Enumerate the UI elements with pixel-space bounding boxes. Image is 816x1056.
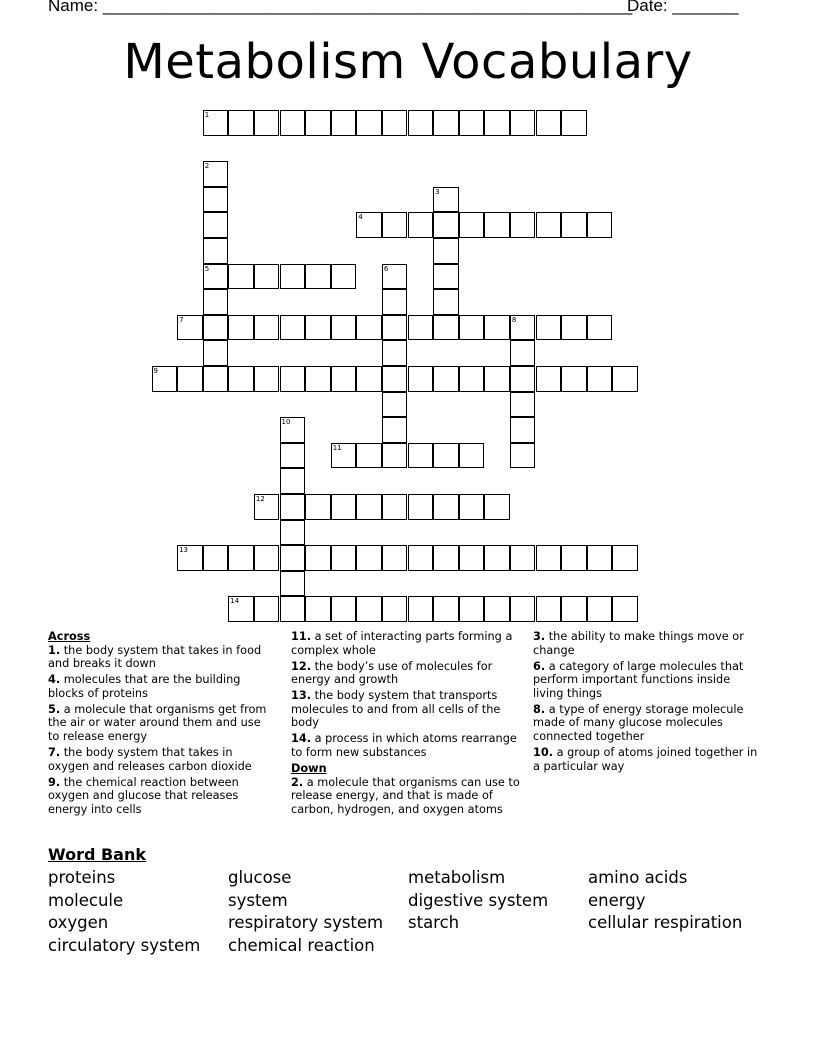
grid-cell[interactable]	[280, 264, 306, 290]
grid-cell[interactable]	[356, 494, 382, 520]
grid-cell[interactable]	[459, 443, 485, 469]
clue-across: 13. the body system that transports molecules to and from all cells of the body	[291, 689, 501, 730]
grid-cell[interactable]	[561, 110, 587, 136]
grid-cell[interactable]	[280, 494, 306, 520]
word-bank-item: system	[228, 890, 288, 910]
grid-cell[interactable]	[331, 264, 357, 290]
grid-cell[interactable]	[203, 315, 229, 341]
grid-cell[interactable]	[305, 366, 331, 392]
word-bank-title: Word Bank	[48, 845, 147, 864]
grid-cell[interactable]	[331, 545, 357, 571]
grid-cell[interactable]	[331, 596, 357, 622]
grid-cell[interactable]	[280, 366, 306, 392]
grid-cell[interactable]	[382, 264, 408, 290]
grid-cell[interactable]	[305, 264, 331, 290]
grid-cell[interactable]	[305, 494, 331, 520]
grid-cell[interactable]	[408, 596, 434, 622]
grid-cell[interactable]	[228, 315, 254, 341]
clue-across: 4. molecules that are the building blocks of proteins	[48, 673, 241, 700]
grid-cell[interactable]	[203, 366, 229, 392]
grid-cell[interactable]	[587, 315, 613, 341]
clue-number: 5	[204, 264, 210, 273]
clue-number: 3	[435, 187, 440, 196]
grid-cell[interactable]	[280, 443, 306, 469]
grid-cell[interactable]	[587, 545, 613, 571]
grid-cell[interactable]	[459, 315, 485, 341]
word-bank-item: glucose	[228, 868, 292, 887]
clue-across: 11. a set of interacting parts forming a complex whole	[291, 630, 513, 657]
grid-cell[interactable]	[331, 443, 357, 469]
grid-cell[interactable]	[228, 366, 254, 392]
grid-cell[interactable]	[356, 545, 382, 571]
grid-cell[interactable]	[561, 366, 587, 392]
grid-cell[interactable]	[382, 289, 408, 315]
grid-cell[interactable]	[228, 264, 254, 290]
grid-cell[interactable]	[228, 545, 254, 571]
grid-cell[interactable]	[356, 212, 382, 238]
grid-cell[interactable]	[356, 366, 382, 392]
grid-cell[interactable]	[459, 212, 485, 238]
grid-cell[interactable]	[433, 315, 459, 341]
grid-cell[interactable]	[382, 366, 408, 392]
clue-number: 13	[179, 546, 189, 555]
word-bank-item: proteins	[48, 868, 116, 887]
word-bank-item: starch	[408, 913, 460, 932]
grid-cell[interactable]	[484, 596, 510, 622]
grid-cell[interactable]	[561, 596, 587, 622]
grid-cell[interactable]	[382, 340, 408, 366]
grid-cell[interactable]	[280, 571, 306, 597]
grid-cell[interactable]	[280, 315, 306, 341]
grid-cell[interactable]	[356, 596, 382, 622]
grid-cell[interactable]	[280, 520, 306, 546]
grid-cell[interactable]	[177, 545, 203, 571]
grid-cell[interactable]	[254, 596, 280, 622]
grid-cell[interactable]	[228, 110, 254, 136]
grid-cell[interactable]	[433, 289, 459, 315]
grid-cell[interactable]	[203, 238, 229, 264]
clue-number: 6	[383, 264, 389, 273]
grid-cell[interactable]	[510, 392, 536, 418]
grid-cell[interactable]	[280, 468, 306, 494]
grid-cell[interactable]	[203, 289, 229, 315]
word-bank-item: metabolism	[408, 868, 506, 887]
grid-cell[interactable]	[433, 110, 459, 136]
grid-cell[interactable]	[612, 596, 638, 622]
grid-cell[interactable]	[408, 545, 434, 571]
clue-number: 8	[511, 315, 517, 324]
grid-cell[interactable]	[331, 494, 357, 520]
grid-cell[interactable]	[331, 315, 357, 341]
grid-cell[interactable]	[510, 417, 536, 443]
grid-cell[interactable]	[510, 443, 536, 469]
clue-number: 10	[281, 418, 291, 427]
grid-cell[interactable]	[356, 443, 382, 469]
grid-cell[interactable]	[536, 212, 562, 238]
grid-cell[interactable]	[459, 545, 485, 571]
grid-cell[interactable]	[280, 110, 306, 136]
grid-cell[interactable]	[254, 494, 280, 520]
clue-down: 6. a category of large molecules that perform important functions inside living things	[533, 659, 744, 700]
grid-cell[interactable]	[280, 417, 306, 443]
grid-cell[interactable]	[536, 596, 562, 622]
clue-number: 4	[358, 213, 363, 222]
grid-cell[interactable]	[561, 315, 587, 341]
name-field[interactable]: Name: ________________________________________________________	[48, 0, 633, 15]
grid-cell[interactable]	[484, 315, 510, 341]
grid-cell[interactable]	[459, 110, 485, 136]
grid-cell[interactable]	[408, 212, 434, 238]
grid-cell[interactable]	[433, 238, 459, 264]
grid-cell[interactable]	[382, 110, 408, 136]
grid-cell[interactable]	[433, 494, 459, 520]
grid-cell[interactable]	[305, 596, 331, 622]
grid-cell[interactable]	[305, 315, 331, 341]
grid-cell[interactable]	[152, 366, 178, 392]
grid-cell[interactable]	[331, 366, 357, 392]
clues-column-1	[48, 630, 268, 819]
grid-cell[interactable]	[484, 110, 510, 136]
grid-cell[interactable]	[305, 545, 331, 571]
grid-cell[interactable]	[587, 366, 613, 392]
grid-cell[interactable]	[433, 212, 459, 238]
page-title: Metabolism Vocabulary	[123, 34, 693, 90]
grid-cell[interactable]	[433, 264, 459, 290]
grid-cell[interactable]	[203, 161, 229, 187]
grid-cell[interactable]	[177, 315, 203, 341]
word-bank-item: circulatory system	[48, 935, 201, 955]
word-bank-item: amino acids	[588, 868, 688, 887]
grid-cell[interactable]	[536, 366, 562, 392]
grid-cell[interactable]	[587, 596, 613, 622]
clue-number: 14	[230, 597, 240, 606]
clue-down: 10. a group of atoms joined together in a particular way	[533, 745, 758, 773]
word-bank-item: digestive system	[408, 890, 549, 910]
grid-cell[interactable]	[433, 545, 459, 571]
grid-cell[interactable]	[408, 443, 434, 469]
grid-cell[interactable]	[510, 366, 536, 392]
clue-across: 14. a process in which atoms rearrange to form new substances	[291, 732, 517, 759]
clue-across: 9. the chemical reaction between oxygen and glucose that releases energy into cells	[48, 775, 239, 816]
grid-cell[interactable]	[331, 110, 357, 136]
grid-cell[interactable]	[433, 187, 459, 213]
grid-cell[interactable]	[536, 545, 562, 571]
clue-number: 12	[255, 495, 265, 503]
clue-across: 5. a molecule that organisms get from the air or water around them and use to release energy	[48, 702, 267, 743]
grid-cell[interactable]	[280, 596, 306, 622]
clue-number: 2	[204, 162, 210, 171]
grid-cell[interactable]	[408, 494, 434, 520]
word-bank-item: molecule	[48, 890, 124, 910]
grid-cell[interactable]	[382, 315, 408, 341]
date-field[interactable]: Date: _______	[627, 0, 739, 15]
clue-across: 1. the body system that takes in food and breaks it down	[48, 643, 262, 671]
grid-cell[interactable]	[459, 494, 485, 520]
word-bank-item: oxygen	[48, 913, 109, 932]
word-bank-item: chemical reaction	[228, 935, 375, 955]
grid-cell[interactable]	[382, 494, 408, 520]
grid-cell[interactable]	[382, 545, 408, 571]
grid-cell[interactable]	[484, 494, 510, 520]
grid-cell[interactable]	[408, 110, 434, 136]
word-bank-item: energy	[588, 890, 646, 910]
grid-cell[interactable]	[484, 366, 510, 392]
grid-cell[interactable]	[228, 596, 254, 622]
grid-cell[interactable]	[254, 545, 280, 571]
grid-cell[interactable]	[612, 366, 638, 392]
grid-cell[interactable]	[356, 315, 382, 341]
clue-down: 3. the ability to make things move or change	[533, 630, 744, 657]
grid-cell[interactable]	[408, 315, 434, 341]
clue-across: 7. the body system that takes in oxygen and releases carbon dioxide	[48, 745, 252, 773]
grid-cell[interactable]	[561, 545, 587, 571]
grid-cell[interactable]	[612, 545, 638, 571]
grid-cell[interactable]	[382, 596, 408, 622]
grid-cell[interactable]	[203, 212, 229, 238]
grid-cell[interactable]	[203, 187, 229, 213]
grid-cell[interactable]	[305, 110, 331, 136]
grid-cell[interactable]	[254, 366, 280, 392]
clues-column-2	[291, 630, 523, 819]
grid-cell[interactable]	[254, 315, 280, 341]
grid-cell[interactable]	[356, 110, 382, 136]
grid-cell[interactable]	[382, 443, 408, 469]
grid-cell[interactable]	[433, 443, 459, 469]
grid-cell[interactable]	[203, 264, 229, 290]
grid-cell[interactable]	[280, 545, 306, 571]
grid-cell[interactable]	[510, 596, 536, 622]
grid-cell[interactable]	[382, 392, 408, 418]
across-heading: Across	[48, 630, 91, 643]
grid-cell[interactable]	[587, 212, 613, 238]
clue-number: 7	[179, 315, 184, 324]
grid-cell[interactable]	[536, 110, 562, 136]
grid-cell[interactable]	[510, 212, 536, 238]
grid-cell[interactable]	[203, 545, 229, 571]
grid-cell[interactable]	[254, 110, 280, 136]
grid-cell[interactable]	[510, 315, 536, 341]
grid-cell[interactable]	[510, 340, 536, 366]
grid-cell[interactable]	[203, 340, 229, 366]
grid-cell[interactable]	[177, 366, 203, 392]
grid-cell[interactable]	[561, 212, 587, 238]
clue-across: 12. the body’s use of molecules for energy and growth	[291, 659, 493, 687]
word-bank-item: respiratory system	[228, 913, 384, 932]
grid-cell[interactable]	[459, 366, 485, 392]
clue-down: 2. a molecule that organisms can use to release energy, and that is made of carbon, hydrogen, and oxygen atoms	[291, 775, 520, 816]
clue-down: 8. a type of energy storage molecule made of many glucose molecules connected together	[533, 702, 744, 743]
clue-number: 1	[204, 111, 210, 119]
clue-number: 9	[153, 367, 158, 375]
grid-cell[interactable]	[459, 596, 485, 622]
grid-cell[interactable]	[484, 545, 510, 571]
grid-cell[interactable]	[433, 366, 459, 392]
grid-cell[interactable]	[382, 212, 408, 238]
clues-column-3	[533, 630, 763, 776]
grid-cell[interactable]	[484, 212, 510, 238]
grid-cell[interactable]	[382, 417, 408, 443]
clue-number: 11	[332, 443, 342, 452]
grid-cell[interactable]	[203, 110, 229, 136]
down-heading: Down	[291, 761, 327, 775]
grid-cell[interactable]	[254, 264, 280, 290]
grid-cell[interactable]	[510, 110, 536, 136]
grid-cell[interactable]	[433, 596, 459, 622]
grid-cell[interactable]	[510, 545, 536, 571]
grid-cell[interactable]	[408, 366, 434, 392]
grid-cell[interactable]	[536, 315, 562, 341]
word-bank-item: cellular respiration	[588, 913, 743, 932]
